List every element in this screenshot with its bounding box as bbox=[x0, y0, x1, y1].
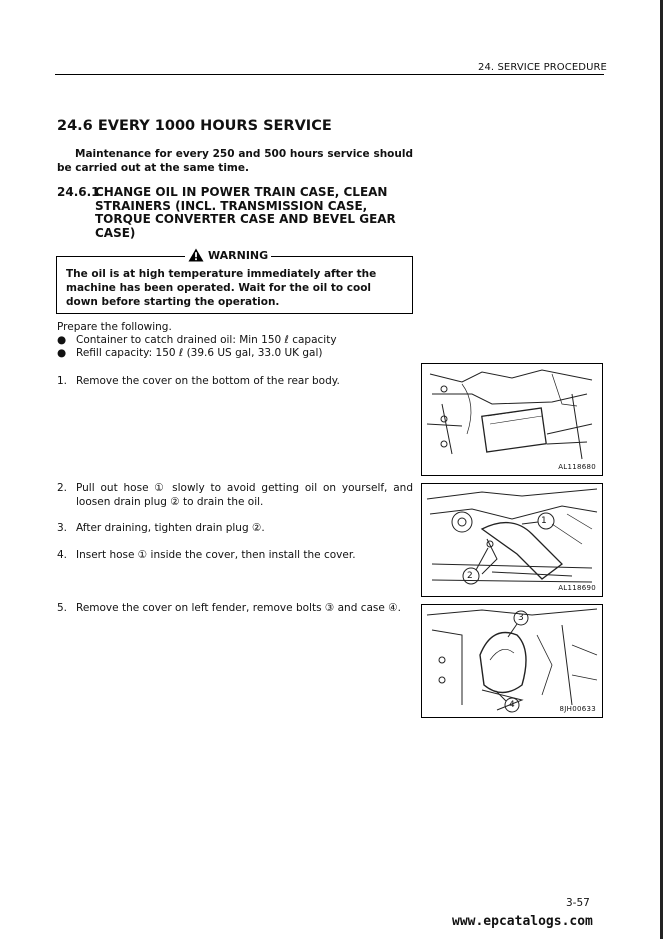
bullet-dot-icon: ● bbox=[57, 334, 67, 346]
warning-label bbox=[185, 248, 271, 262]
page-title: 24.6 EVERY 1000 HOURS SERVICE bbox=[57, 118, 332, 134]
subsection-title-rest: STRAINERS (INCL. TRANSMISSION CASE, TORQUE CONVERTER CASE AND BEVEL GEAR CASE) bbox=[95, 198, 396, 240]
machine-illustration bbox=[422, 364, 602, 475]
bullet-dot-icon: ● bbox=[57, 347, 67, 359]
prepare-text: Prepare the following. bbox=[57, 321, 172, 333]
header-rule bbox=[55, 74, 604, 75]
page-number: 3-57 bbox=[566, 897, 590, 909]
warning-label-text: WARNING bbox=[208, 248, 269, 262]
subsection-title-line1: CHANGE OIL IN POWER TRAIN CASE, CLEAN bbox=[95, 185, 388, 199]
warning-text: The oil is at high temperature immediately after the machine has been operated. Wait for the oil to cool down before starting the operation. bbox=[66, 268, 377, 308]
figure-code: 8JH00633 bbox=[559, 705, 596, 713]
machine-illustration bbox=[422, 484, 602, 596]
callout-2: 2 bbox=[467, 571, 474, 581]
callout-1: 1 bbox=[541, 516, 548, 526]
warning-triangle-icon bbox=[188, 248, 204, 262]
figure-code: AL118690 bbox=[558, 584, 596, 592]
intro-paragraph: Maintenance for every 250 and 500 hours service should be carried out at the same time. bbox=[57, 148, 413, 174]
figure-hose-drain-plug bbox=[421, 483, 603, 597]
figure-rear-body-cover bbox=[421, 363, 603, 476]
callout-4: 4 bbox=[509, 700, 516, 710]
figure-fender-case bbox=[421, 604, 603, 718]
watermark-url[interactable]: www.epcatalogs.com bbox=[452, 914, 593, 929]
callout-3: 3 bbox=[518, 613, 525, 623]
section-header: 24. SERVICE PROCEDURE bbox=[478, 62, 607, 73]
subsection-number: 24.6.1 bbox=[57, 185, 100, 199]
figure-code: AL118680 bbox=[558, 463, 596, 471]
